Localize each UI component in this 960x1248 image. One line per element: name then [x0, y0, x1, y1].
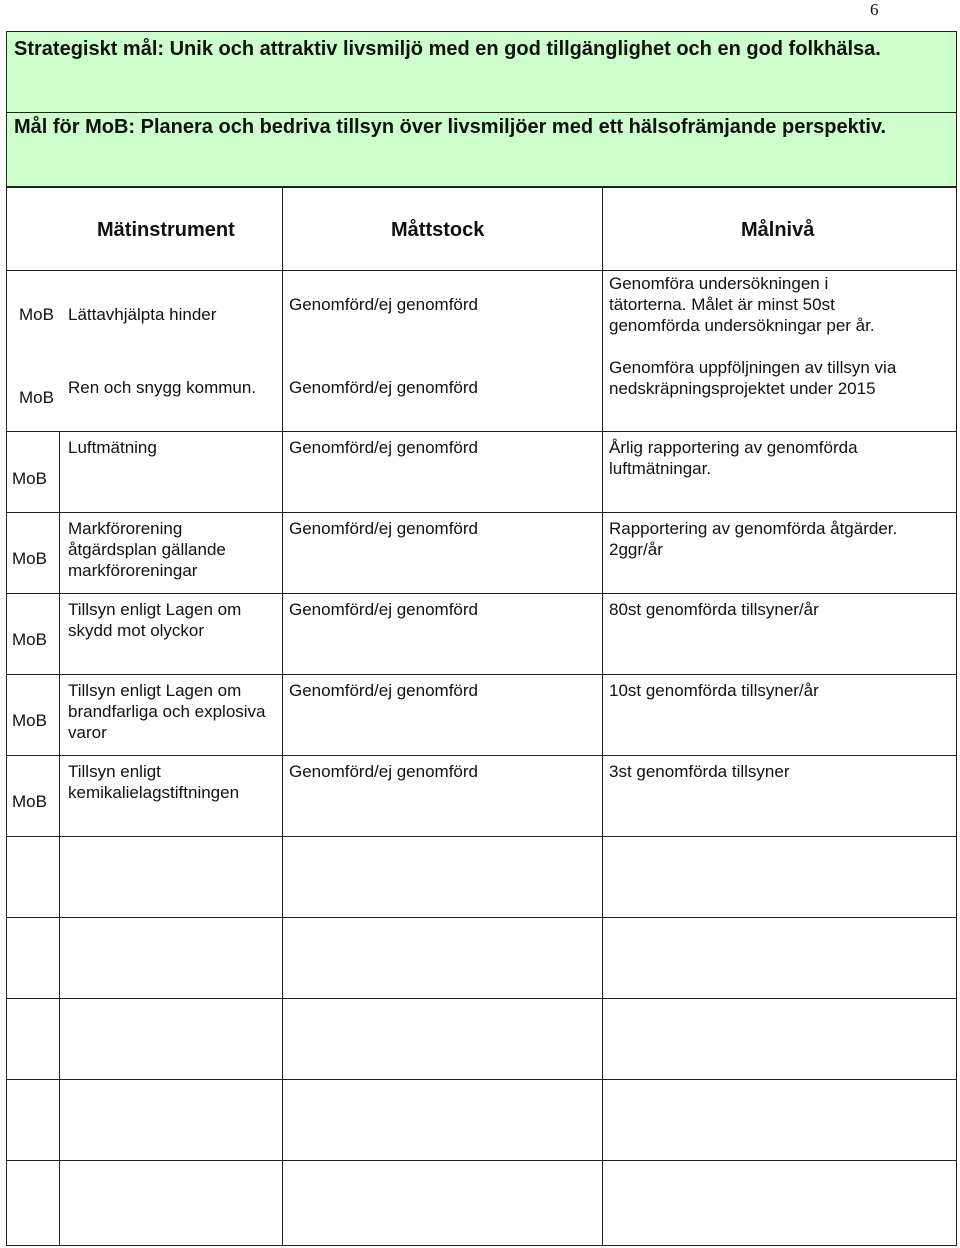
row-divider — [7, 836, 956, 837]
row-divider — [7, 1079, 956, 1080]
row-3-owner: MoB — [12, 469, 47, 488]
row-divider — [7, 512, 956, 513]
header-measure: Måttstock — [391, 219, 485, 241]
row-2-owner: MoB — [19, 388, 54, 407]
goal-divider — [7, 112, 956, 113]
strategic-goal: Strategiskt mål: Unik och attraktiv livsmiljö med en god tillgänglighet och en god folkhälsa. — [14, 38, 881, 60]
row-2-target: Genomföra uppföljningen av tillsyn via nedskräpningsprojektet under 2015 — [609, 358, 897, 398]
row-1-instrument: Lättavhjälpta hinder — [68, 305, 217, 324]
row-5-instrument: Tillsyn enligt Lagen om skydd mot olyckor — [68, 600, 242, 640]
row-4-target: Rapportering av genomförda åtgärder. 2ggr/år — [609, 519, 898, 559]
row-3-measure: Genomförd/ej genomförd — [289, 438, 478, 457]
row-divider — [7, 431, 956, 432]
row-1-owner: MoB — [19, 305, 54, 324]
goal-table — [6, 187, 957, 1246]
row-7-measure: Genomförd/ej genomförd — [289, 762, 478, 781]
row-divider — [7, 755, 956, 756]
row-1-measure: Genomförd/ej genomförd — [289, 295, 478, 314]
row-divider — [7, 593, 956, 594]
column-divider — [282, 188, 283, 1245]
row-6-target: 10st genomförda tillsyner/år — [609, 681, 819, 700]
row-2-instrument: Ren och snygg kommun. — [68, 378, 257, 397]
row-7-owner: MoB — [12, 792, 47, 811]
row-7-instrument: Tillsyn enligt kemikalielagstiftningen — [68, 762, 240, 802]
mob-goal: Mål för MoB: Planera och bedriva tillsyn över livsmiljöer med ett hälsofrämjande perspektiv. — [14, 116, 887, 138]
row-4-measure: Genomförd/ej genomförd — [289, 519, 478, 538]
row-divider — [7, 917, 956, 918]
row-5-owner: MoB — [12, 630, 47, 649]
row-divider — [7, 270, 956, 271]
row-2-measure: Genomförd/ej genomförd — [289, 378, 478, 397]
row-5-measure: Genomförd/ej genomförd — [289, 600, 478, 619]
row-5-target: 80st genomförda tillsyner/år — [609, 600, 819, 619]
row-6-instrument: Tillsyn enligt Lagen om brandfarliga och explosiva varor — [68, 681, 266, 742]
row-6-measure: Genomförd/ej genomförd — [289, 681, 478, 700]
header-instrument: Mätinstrument — [97, 219, 235, 241]
header-target: Målnivå — [741, 219, 815, 241]
row-divider — [7, 1160, 956, 1161]
row-4-owner: MoB — [12, 549, 47, 568]
row-4-instrument: Markförorening åtgärdsplan gällande markföroreningar — [68, 519, 226, 580]
row-3-target: Årlig rapportering av genomförda luftmätningar. — [609, 438, 858, 478]
goal-box — [6, 31, 957, 187]
column-divider — [59, 431, 60, 1245]
row-divider — [7, 674, 956, 675]
column-divider — [602, 188, 603, 1245]
row-6-owner: MoB — [12, 711, 47, 730]
row-7-target: 3st genomförda tillsyner — [609, 762, 790, 781]
page-number: 6 — [870, 0, 879, 19]
row-3-instrument: Luftmätning — [68, 438, 157, 457]
row-divider — [7, 998, 956, 999]
row-1-target: Genomföra undersökningen i tätorterna. Målet är minst 50st genomförda undersökningar per år. — [609, 274, 875, 335]
